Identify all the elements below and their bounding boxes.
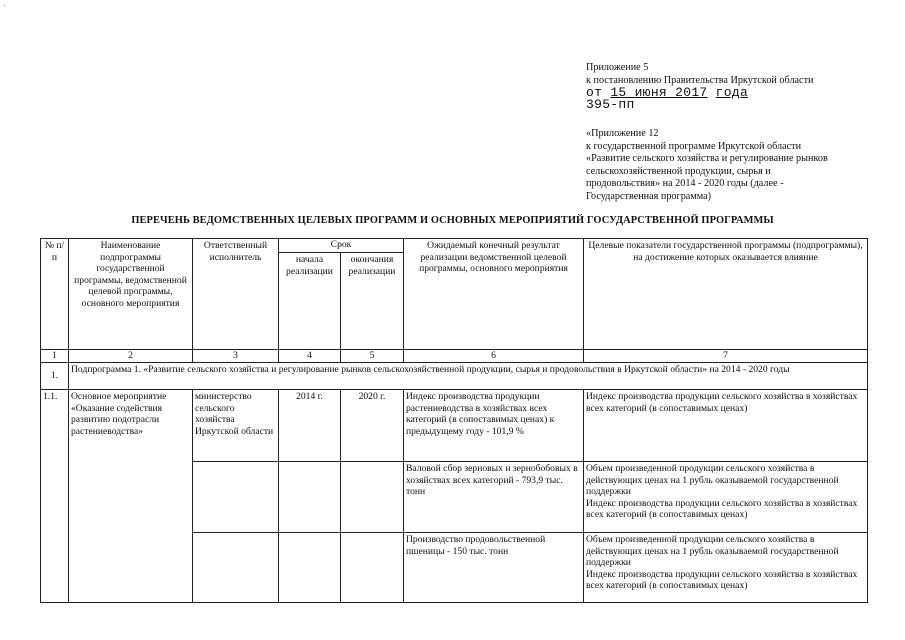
- appendix-line: Государственная программа): [586, 190, 712, 202]
- row-end: 2020 г.: [341, 390, 404, 462]
- row-start: 2014 г.: [279, 390, 341, 462]
- header-num: № п/п: [41, 239, 69, 350]
- subprogram-num: 1.: [41, 363, 69, 390]
- col-number: 1: [41, 350, 69, 363]
- row-executor: министерство сельского хозяйства Иркутской области: [193, 390, 279, 462]
- col-number: 5: [341, 350, 404, 363]
- row-executor-empty: [193, 533, 279, 603]
- margin-mark: ': [4, 3, 6, 12]
- row-result: Производство продовольственной пшеницы - 150 тыс. тонн: [404, 533, 584, 603]
- row-indicators: [584, 533, 868, 603]
- document-title: ПЕРЕЧЕНЬ ВЕДОМСТВЕННЫХ ЦЕЛЕВЫХ ПРОГРАММ И ОСНОВНЫХ МЕРОПРИЯТИЙ ГОСУДАРСТВЕННОЙ ПРОГРАММЫ: [131, 215, 774, 226]
- row-end-empty: [341, 462, 404, 533]
- appendix-line: Приложение 5: [586, 62, 649, 73]
- appendix-5-block: [586, 62, 886, 111]
- col-number: 7: [584, 350, 868, 363]
- appendix-line: продовольствия» на 2014 - 2020 годы (далее -: [586, 178, 784, 190]
- header-start: начала реализации: [279, 253, 341, 350]
- decree-date: от 15 июня 2017 года: [586, 85, 749, 101]
- row-start-empty: [279, 533, 341, 603]
- programs-table: [40, 238, 868, 603]
- indicator-line: Индекс производства продукции сельского хозяйства в хозяйствах всех категорий (в сопоставимых ценах): [586, 568, 858, 592]
- header-indicators: Целевые показатели государственной программы (подпрограммы), на достижение которых оказывается влияние: [584, 239, 868, 350]
- appendix-12-block: [586, 128, 886, 204]
- appendix-line: к государственной программе Иркутской области: [586, 140, 802, 152]
- col-number: 4: [279, 350, 341, 363]
- subprogram-title: Подпрограмма 1. «Развитие сельского хозяйства и регулирование рынков сельскохозяйственной продукции, сырья и продовольствия в Иркутской области» на 2014 - 2020 годы: [69, 363, 868, 390]
- col-number: 6: [404, 350, 584, 363]
- decree-number: 395-пп: [586, 97, 635, 113]
- indicator-line: Индекс производства продукции сельского хозяйства в хозяйствах всех категорий (в сопоставимых ценах): [586, 497, 858, 521]
- appendix-line: к постановлению Правительства Иркутской области: [586, 74, 814, 86]
- row-indicators: [584, 462, 868, 533]
- appendix-line: «Приложение 12: [586, 128, 659, 139]
- subprogram-row: [41, 363, 868, 390]
- appendix-line: «Развитие сельского хозяйства и регулирование рынков: [586, 153, 828, 165]
- row-name: Основное мероприятие «Оказание содействия развитию подотрасли растениеводства»: [69, 390, 193, 603]
- appendix-line: сельскохозяйственной продукции, сырья и: [586, 165, 771, 177]
- row-num: 1.1.: [41, 390, 69, 603]
- row-result: Валовой сбор зерновых и зернобобовых в хозяйствах всех категорий - 793,9 тыс. тонн: [404, 462, 584, 533]
- header-result: Ожидаемый конечный результат реализации ведомственной целевой программы, основного мероприятия: [404, 239, 584, 350]
- header-executor: Ответственный исполнитель: [193, 239, 279, 350]
- indicator-line: Индекс производства продукции сельского хозяйства в хозяйствах всех категорий (в сопоставимых ценах): [586, 391, 858, 414]
- row-start-empty: [279, 462, 341, 533]
- indicator-line: Объем произведенной продукции сельского хозяйства в действующих ценах на 1 рубль оказываемой государственной поддержки: [586, 463, 839, 498]
- col-number: 2: [69, 350, 193, 363]
- row-executor-empty: [193, 462, 279, 533]
- row-end-empty: [341, 533, 404, 603]
- row-indicators: [584, 390, 868, 462]
- row-result: Индекс производства продукции растениеводства в хозяйствах всех категорий (в сопоставимых ценах) к предыдущему году - 101,9 %: [404, 390, 584, 462]
- header-end: окончания реализации: [341, 253, 404, 350]
- decree-date-value: 15 июня 2017: [610, 85, 708, 101]
- table-row: [41, 390, 868, 462]
- header-term: Срок: [279, 239, 404, 253]
- indicator-line: Объем произведенной продукции сельского хозяйства в действующих ценах на 1 рубль оказываемой государственной поддержки: [586, 534, 839, 569]
- header-name: Наименование подпрограммы государственной программы, ведомственной целевой программы, основного мероприятия: [69, 239, 193, 350]
- col-number: 3: [193, 350, 279, 363]
